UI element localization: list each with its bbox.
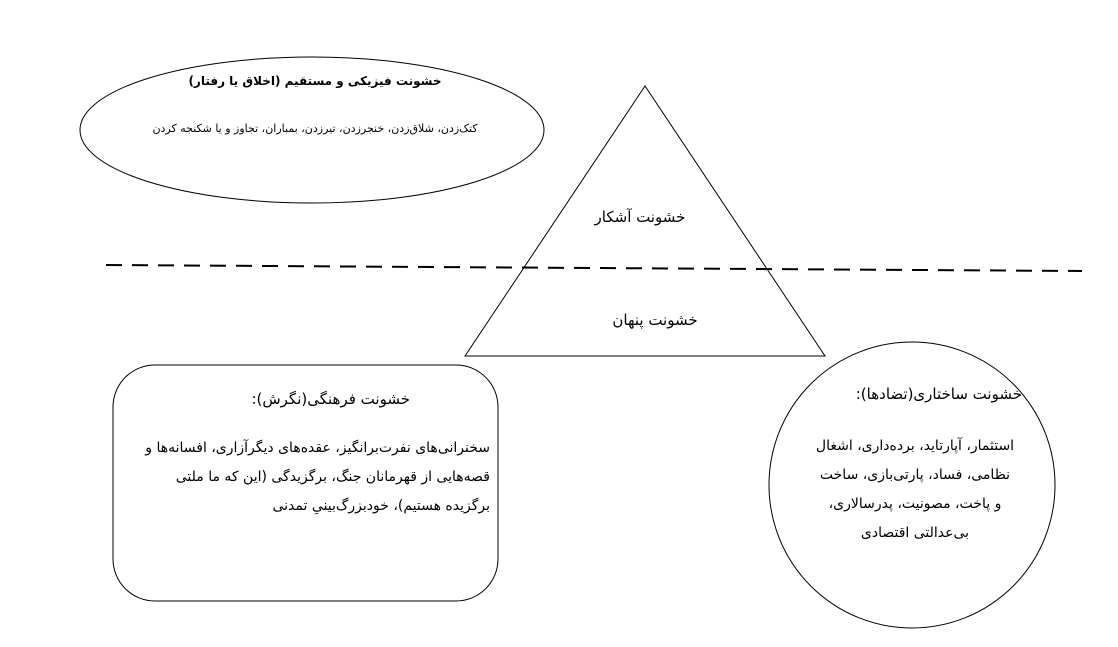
structural-violence-body: استثمار، آپارتاید، برده‌داری، اشغال نظامی، فساد، پارتی‌بازی، ساخت و پاخت، مصونیت، پدرسالاری، بی‌عدالتی اقتصادی [815,438,1015,541]
invisible-violence-label: خشونت پنهان [612,311,698,329]
physical-violence-title: خشونت فیزیکی و مستقیم (اخلاق یا رفتار) [188,74,442,88]
physical-violence-body: کتک‌زدن، شلاق‌زدن، خنجرزدن، تیرزدن، بمباران، تجاوز و یا شکنجه کردن [152,122,478,135]
structural-violence-title: خشونت ساختاری(تضادها): [855,385,1022,403]
visible-violence-label: خشونت آشکار [594,208,686,226]
cultural-violence-body: سخنرانی‌های نفرت‌برانگیز، عقده‌های دیگرآزاری، افسانه‌ها و قصه‌هایی از قهرمانان جنگ، برگزیدگی (این که ما ملتی برگزیده هستیم)، خودبزرگ‌بینیِ تمدنی [145,440,490,514]
visibility-divider-line [106,265,1082,271]
cultural-violence-title: خشونت فرهنگی(نگرش): [251,390,410,408]
